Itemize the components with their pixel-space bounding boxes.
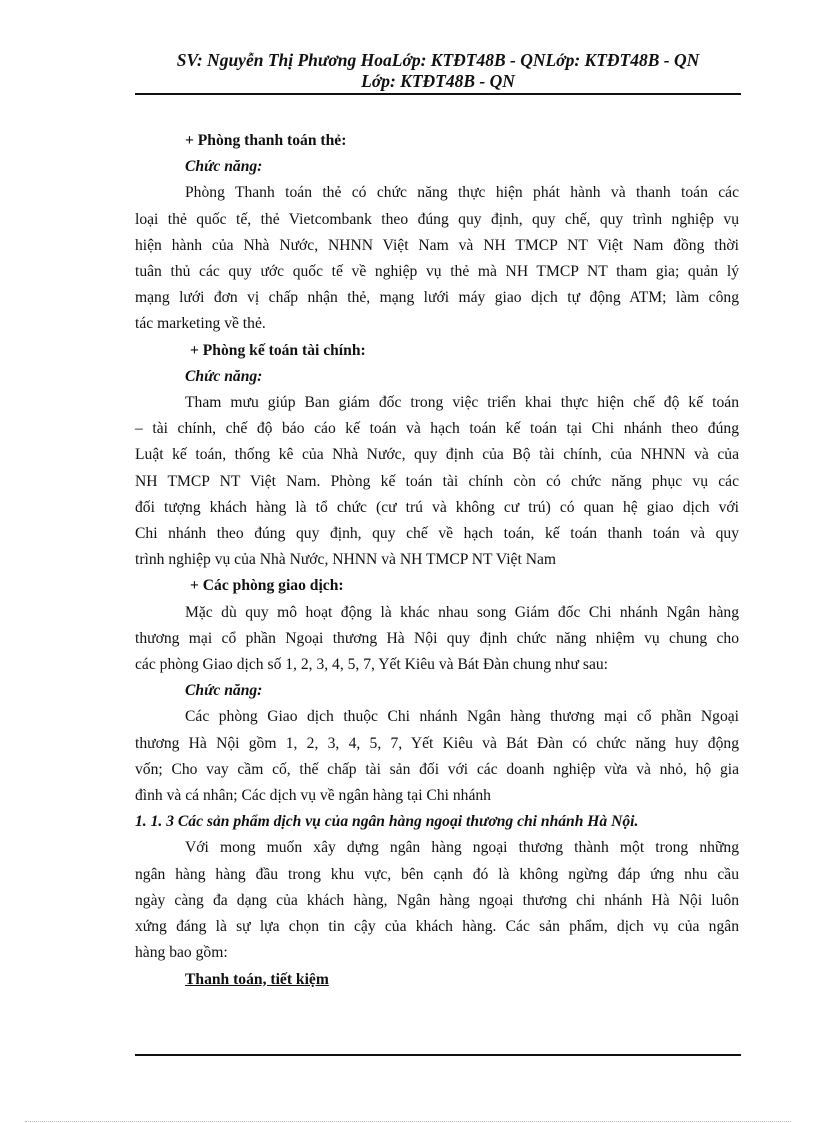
heading-transaction-offices: + Các phòng giao dịch:	[190, 577, 344, 595]
text-line: các phòng Giao dịch số 1, 2, 3, 4, 5, 7, Yết Kiêu và Bát Đàn chung như sau:	[135, 656, 608, 674]
text-line: loại thẻ quốc tế, thẻ Vietcombank theo đúng quy định, quy chế, quy trình nghiệp vụ	[135, 210, 739, 228]
function-label: Chức năng:	[185, 682, 263, 700]
text-line: đối tượng khách hàng là tổ chức (cư trú và không cư trú) có quan hệ giao dịch với	[135, 498, 739, 516]
text-line: trình nghiệp vụ của Nhà Nước, NHNN và NH TMCP NT Việt Nam	[135, 551, 556, 569]
text-line: Với mong muốn xây dựng ngân hàng ngoại thương thành một trong những	[185, 839, 739, 857]
header-line-1: SV: Nguyễn Thị Phương HoaLớp: KTĐT48B - QNLớp: KTĐT48B - QN	[176, 50, 700, 70]
text-line: đình và cá nhân; Các dịch vụ về ngân hàng tại Chi nhánh	[135, 787, 491, 805]
text-line: mạng lưới đơn vị chấp nhận thẻ, mạng lưới máy giao dịch tự động ATM; làm công	[135, 289, 739, 307]
subheading-text: Thanh toán, tiết kiệm	[185, 970, 329, 988]
page-edge	[25, 1121, 791, 1122]
function-label: Chức năng:	[185, 158, 263, 176]
text-line: hàng bao gồm:	[135, 944, 228, 962]
heading-card-payment: + Phòng thanh toán thẻ:	[185, 132, 347, 149]
text-line: Phòng Thanh toán thẻ có chức năng thực hiện phát hành và thanh toán các	[185, 184, 739, 202]
text-line: Chi nhánh theo đúng quy định, quy chế về hạch toán, kế toán thanh toán và quy	[135, 525, 739, 543]
text-line: – tài chính, chế độ báo cáo kế toán và hạch toán kế toán tại Chi nhánh theo đúng	[135, 420, 739, 438]
text-line: tác marketing về thẻ.	[135, 315, 266, 333]
text-line: thương mại cổ phần Ngoại thương Hà Nội quy định chức năng nhiệm vụ chung cho	[135, 629, 739, 647]
text-line: Các phòng Giao dịch thuộc Chi nhánh Ngân hàng thương mại cổ phần Ngoại	[185, 708, 739, 726]
text-line: Luật kế toán, thống kê của Nhà Nước, quy định của Bộ tài chính, của NHNN và của	[135, 446, 739, 464]
text-line: thương Hà Nội gồm 1, 2, 3, 4, 5, 7, Yết Kiêu và Bát Đàn có chức năng huy động	[135, 734, 739, 752]
header-line-2: Lớp: KTĐT48B - QN	[361, 71, 515, 91]
text-line: ngày càng đa dạng của khách hàng, Ngân hàng ngoại thương chi nhánh Hà Nội luôn	[135, 891, 739, 909]
text-line: tuân thủ các quy ước quốc tế về nghiệp vụ thẻ mà NH TMCP NT tham gia; quản lý	[135, 263, 739, 281]
footer-rule	[135, 1054, 741, 1056]
document-body	[135, 128, 739, 993]
section-title: 1. 1. 3 Các sản phẩm dịch vụ của ngân hàng ngoại thương chi nhánh Hà Nội.	[135, 813, 639, 831]
text-line: Mặc dù quy mô hoạt động là khác nhau song Giám đốc Chi nhánh Ngân hàng	[185, 603, 739, 621]
text-line: vốn; Cho vay cầm cố, thế chấp tài sản đối với các doanh nghiệp vừa và nhỏ, hộ gia	[135, 760, 739, 778]
text-line: ngân hàng hàng đầu trong khu vực, bên cạnh đó là không ngừng đáp ứng nhu cầu	[135, 865, 739, 883]
text-line: hiện hành của Nhà Nước, NHNN Việt Nam và NH TMCP NT Việt Nam đồng thời	[135, 236, 739, 254]
text-line: NH TMCP NT Việt Nam. Phòng kế toán tài chính còn có chức năng phục vụ các	[135, 472, 739, 490]
header-rule	[135, 93, 741, 95]
text-line: xứng đáng là sự lựa chọn tin cậy của khách hàng. Các sản phẩm, dịch vụ của ngân	[135, 918, 739, 936]
text-line: Tham mưu giúp Ban giám đốc trong việc triển khai thực hiện chế độ kế toán	[185, 394, 739, 412]
heading-accounting: + Phòng kế toán tài chính:	[190, 341, 366, 359]
page-header	[135, 50, 741, 92]
function-label: Chức năng:	[185, 367, 263, 385]
subheading-payment-savings	[135, 967, 739, 993]
